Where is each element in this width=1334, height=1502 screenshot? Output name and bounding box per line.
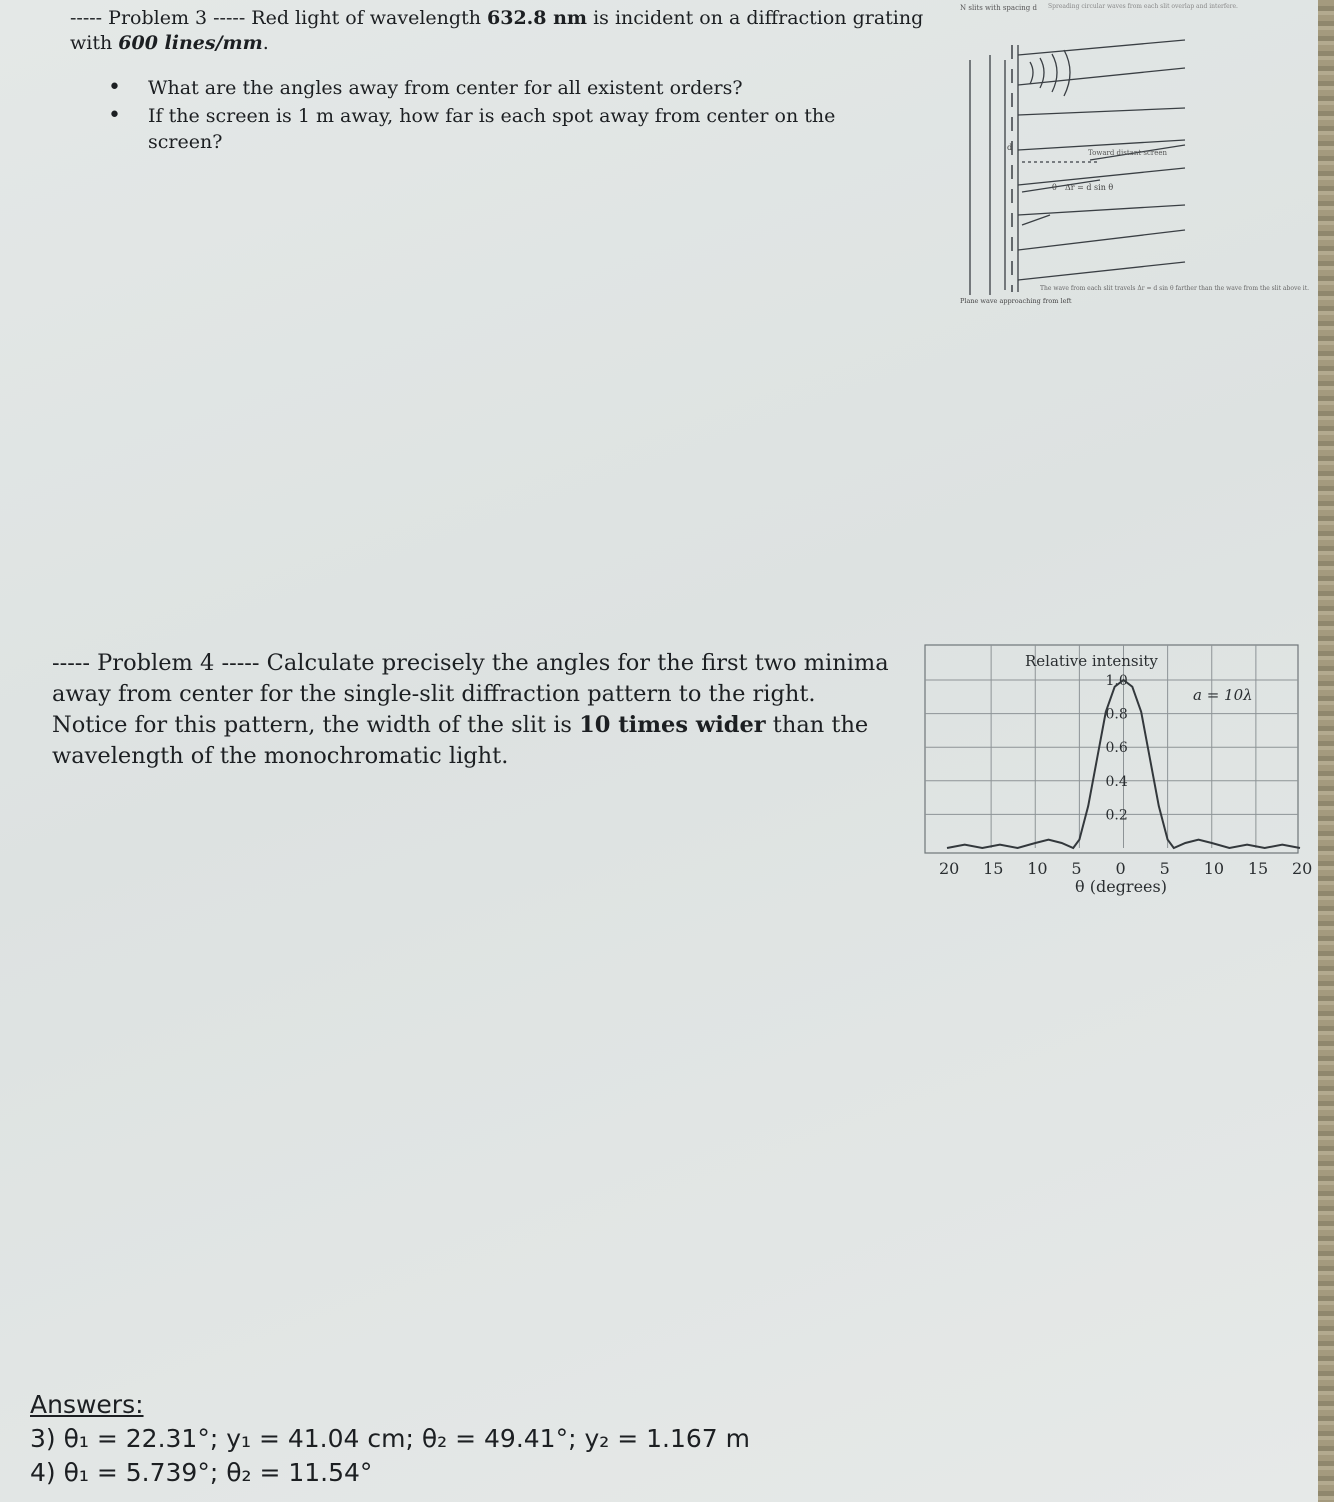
problem3-lines: 600 lines/mm <box>118 32 263 54</box>
bullet-icon: • <box>108 75 121 100</box>
x-tick-label: 5 <box>1071 859 1082 878</box>
bullet-icon: • <box>108 103 121 128</box>
problem4-text2: than the wavelength of the monochromatic light. <box>52 712 869 769</box>
problem3-intro: Red light of wavelength <box>251 7 487 29</box>
y-tick-label: 1.0 <box>1105 673 1128 689</box>
figure-label-delta: Δr = d sin θ <box>1065 183 1114 192</box>
problem3-wavelength: 632.8 nm <box>487 7 588 29</box>
x-tick-label: 10 <box>1203 859 1225 878</box>
figure-label-toward: Toward distant screen <box>1088 149 1168 157</box>
x-tick-label: 15 <box>983 859 1004 878</box>
problem3-label: Problem 3 <box>108 7 208 29</box>
x-tick-label: 20 <box>939 859 960 878</box>
answers-title: Answers: <box>30 1390 144 1419</box>
page-edge <box>1318 0 1334 1502</box>
figure-label-wave: The wave from each slit travels Δr = d sin θ farther than the wave from the slit above it. <box>1040 285 1310 292</box>
x-tick-label: 15 <box>1247 859 1269 878</box>
problem4-text1: Calculate precisely the angles for the first two minima away from center for the single-slit diffraction pattern to the right. Notice for this pattern, the width of the slit is <box>52 650 889 738</box>
y-tick-label: 0.4 <box>1105 773 1128 790</box>
problem3-questions <box>108 75 888 157</box>
intensity-chart <box>925 640 1320 900</box>
problem3-dashes-left: ----- <box>70 7 103 29</box>
y-tick-label: 0.2 <box>1105 807 1128 824</box>
problem4-statement <box>52 648 897 772</box>
x-tick-label: 10 <box>1027 859 1048 878</box>
problem4-dashes-left: ----- <box>52 650 91 676</box>
chart-ylabel: Relative intensity <box>1025 652 1158 670</box>
y-tick-label: 0.8 <box>1105 706 1128 723</box>
answer-problem4: 4) θ₁ = 5.739°; θ₂ = 11.54° <box>30 1458 373 1487</box>
chart-xlabel: θ (degrees) <box>1075 877 1167 896</box>
grating-diagram <box>960 0 1310 340</box>
figure-label-plane: Plane wave approaching from left <box>960 297 1072 305</box>
problem4-dashes-right: ----- <box>221 650 260 676</box>
problem3-dashes-right: ----- <box>213 7 246 29</box>
answers-section <box>30 1388 930 1490</box>
figure-label-slits: N slits with spacing d <box>960 4 1037 12</box>
problem4-bold: 10 times wider <box>579 712 766 738</box>
list-item <box>108 103 888 155</box>
figure-label-theta: θ <box>1052 183 1057 192</box>
question-text: What are the angles away from center for all existent orders? <box>148 77 743 99</box>
problem4-label: Problem 4 <box>97 650 215 676</box>
list-item <box>108 75 888 101</box>
answer-problem3: 3) θ₁ = 22.31°; y₁ = 41.04 cm; θ₂ = 49.41°; y₂ = 1.167 m <box>30 1424 750 1453</box>
problem3-end: . <box>262 32 269 54</box>
question-text: If the screen is 1 m away, how far is each spot away from center on the screen? <box>148 105 836 153</box>
figure-label-spreading: Spreading circular waves from each slit overlap and interfere. <box>1048 3 1238 10</box>
x-tick-label: 5 <box>1159 859 1170 878</box>
x-tick-label: 0 <box>1115 859 1126 878</box>
figure-label-d: d <box>1007 143 1013 152</box>
y-tick-label: 0.6 <box>1105 740 1128 757</box>
x-tick-label: 20 <box>1292 859 1313 878</box>
chart-annotation: a = 10λ <box>1193 686 1253 704</box>
problem3-mid: is incident on a diffraction grating with <box>70 7 924 54</box>
problem3-statement <box>70 6 930 56</box>
